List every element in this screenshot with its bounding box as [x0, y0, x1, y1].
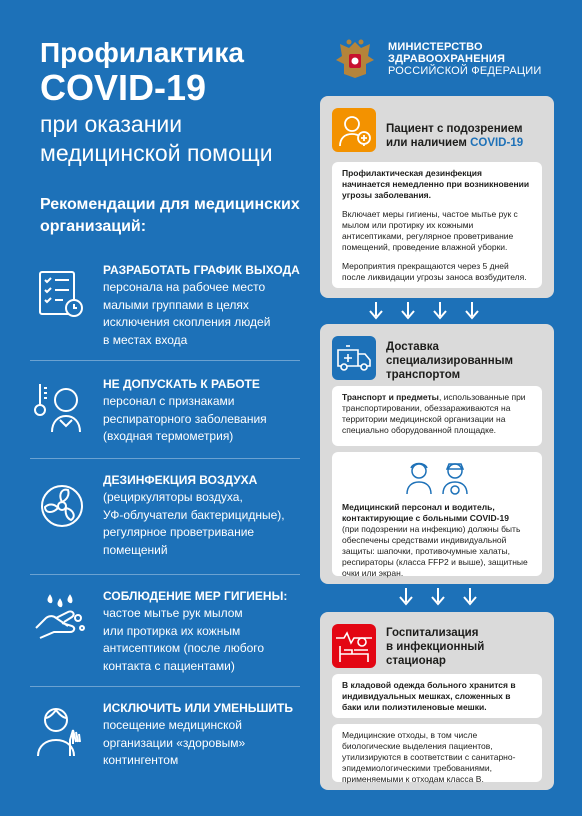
arrow-down-icon — [400, 302, 416, 322]
arrow-down-icon — [464, 302, 480, 322]
panel-hospitalization-header: Госпитализация в инфекционный стационар — [332, 624, 542, 670]
arrow-down-icon — [398, 588, 414, 608]
recommendation-item-visitors: ИСКЛЮЧИТЬ ИЛИ УМЕНЬШИТЬ посещение медицинской организации «здоровым» контингентом — [30, 700, 300, 780]
coat-of-arms-icon — [332, 36, 378, 82]
panel-transport — [320, 324, 554, 584]
divider — [30, 458, 300, 459]
panel-hospitalization-storage-text: В кладовой одежда больного хранится в индивидуальных мешках, сложенных в баки или полиэтиленовые мешки. — [332, 674, 542, 718]
recommendation-item-hygiene: СОБЛЮДЕНИЕ МЕР ГИГИЕНЫ: частое мытье рук мылом или протирка их кожным антисептиком (после любого контакта с пациентами) — [30, 588, 300, 678]
panel-patient — [320, 96, 554, 298]
panel-hospitalization-waste-text: Медицинские отходы, в том числе биологические выделения пациентов, утилизируются в соответствии с санитарно-эпидемиологическими требованиями, применяемыми к отходам класса В. — [332, 724, 542, 782]
divider — [30, 574, 300, 575]
hand-washing-icon — [30, 588, 90, 648]
arrow-down-icon — [462, 588, 478, 608]
divider — [30, 360, 300, 361]
stop-hand-person-icon — [30, 700, 90, 760]
panel-patient-header: Пациент с подозрением или наличием COVID-19 — [332, 108, 542, 154]
ministry-name-line2: ЗДРАВООХРАНЕНИЯ — [388, 53, 506, 65]
arrow-down-icon — [430, 588, 446, 608]
recommendation-item-schedule: РАЗРАБОТАТЬ ГРАФИК ВЫХОДА персонала на рабочее место малыми группами в целях исключения скопления людей в местах входа — [30, 262, 300, 352]
poster-title: Профилактика — [40, 37, 244, 68]
patient-icon — [332, 108, 376, 152]
ambulance-icon — [332, 336, 376, 380]
ministry-name-line3: РОССИЙСКОЙ ФЕДЕРАЦИИ — [388, 65, 542, 77]
medical-staff-driver-icon — [397, 458, 477, 496]
poster-title-covid: COVID-19 — [40, 67, 207, 108]
ministry-name-line1: МИНИСТЕРСТВО — [388, 41, 483, 53]
arrow-down-icon — [432, 302, 448, 322]
ministry-logo — [332, 36, 562, 82]
hospital-bed-icon — [332, 624, 376, 668]
panel-transport-text: Транспорт и предметы, использованные при транспортировании, обеззараживаются на территории медицинской организации на специально оборудованной площадке. — [332, 386, 542, 446]
panel-hospitalization — [320, 612, 554, 790]
panel-transport-header: Доставка специализированным транспортом — [332, 336, 542, 382]
divider — [30, 686, 300, 687]
recommendation-item-no-work: НЕ ДОПУСКАТЬ К РАБОТЕ персонал с признаками респираторного заболевания (входная термометрия) — [30, 376, 300, 456]
poster-subtitle: при оказании медицинской помощи — [40, 111, 273, 166]
recommendation-item-air: ДЕЗИНФЕКЦИЯ ВОЗДУХА (рециркуляторы воздуха, УФ-облучатели бактерицидные), регулярное проветривание помещений — [30, 472, 300, 562]
schedule-checklist-icon — [30, 262, 90, 322]
recommendations-heading: Рекомендации для медицинских организаций: — [40, 196, 300, 235]
thermometer-person-icon — [30, 376, 90, 436]
panel-staff-text: Медицинский персонал и водитель, контактирующие с больными COVID-19 (при подозрении на инфекцию) должны быть обеспечены средствами индивидуальной защиты: шапочки, противочумные халаты, респираторы (класса FFP2 и выше), защитные очки или экран. — [332, 452, 542, 576]
arrow-down-icon — [368, 302, 384, 322]
air-fan-icon — [30, 472, 90, 532]
panel-patient-text: Профилактическая дезинфекция начинается немедленно при возникновении угрозы заболевания. Включает меры гигиены, частое мытье рук с мылом или протирку их кожными антисептиками, регулярное проветривание помещений, проведение влажной уборки. Мероприятия прекращаются через 5 дней после ликвидации угрозы заноса возбудителя. — [332, 162, 542, 288]
